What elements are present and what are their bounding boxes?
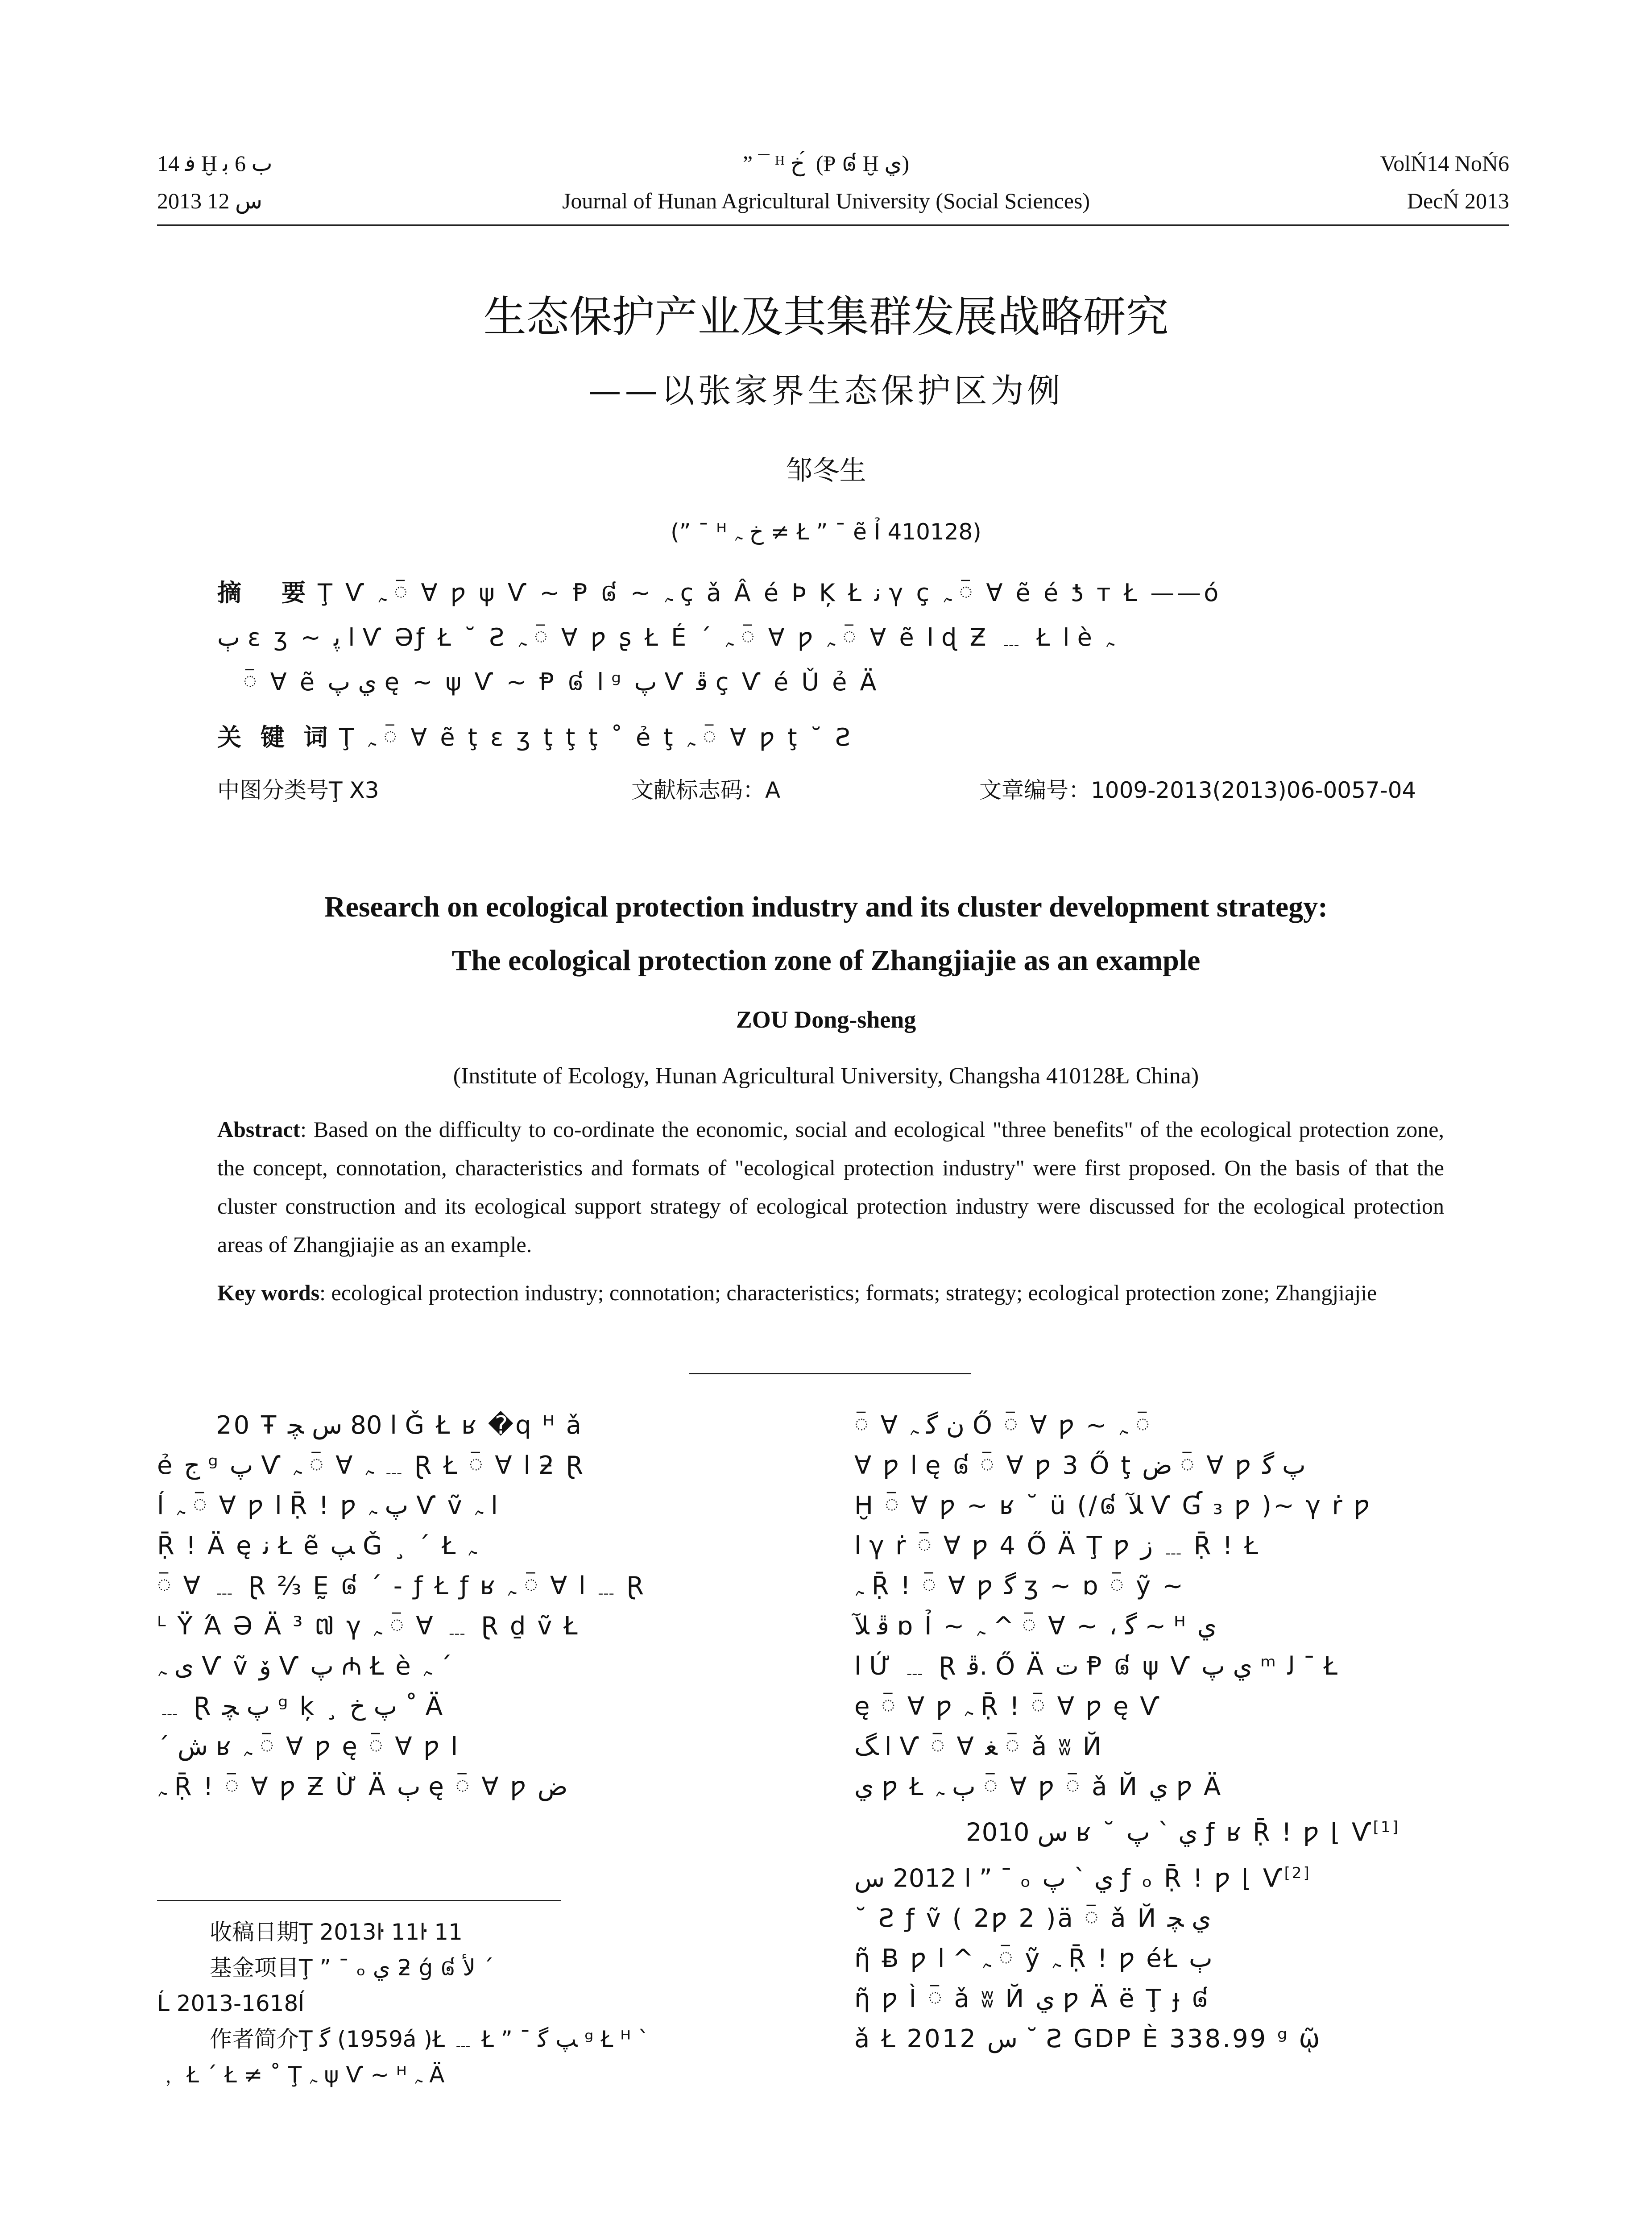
journal-date-en: DecŃ 2013: [1407, 188, 1509, 213]
footnote-rule: [157, 1900, 561, 1901]
document-code: [631, 775, 780, 805]
body-line: ﯼ ﮧ Ѵ ṽ ﯙ Ѵ ﭖ ₼ Ł è ﮧ ´: [157, 1652, 452, 1681]
author-en: ZOU Dong-sheng: [736, 1006, 916, 1033]
body-line: ﹍ Ɽ ﭖ ﭽ ᵍ ķ ¸ ﭖ ﺥ ˚ Ä: [157, 1692, 445, 1721]
body-line: ˘ Ƨ ƒ ṽ ( 2ƿ 2 )ä ៑ ǎ Й ﻱ ﭽ: [854, 1904, 1211, 1933]
article-number: [979, 775, 1416, 805]
body-line: ﺍ γ ṙ ៑ Ɐ ƿ 4 Ő Ä Ţ ƿ ﺯ ﹍ Ṝ ! Ł: [854, 1531, 1260, 1560]
keywords-en: [217, 1273, 1444, 1312]
fund-project-number: Ĺ 2013-1618ĺ: [157, 1990, 305, 2016]
doc-code-label: 文献标志码：: [631, 777, 765, 803]
article-number-value: 1009-2013(2013)06-0057-04: [1091, 777, 1416, 803]
abstract-en: [217, 1110, 1444, 1264]
fund-value: Ţ ” ¯ ₒ ﻱ ƻ ǵ ៨ ﻷ ˊ: [299, 1955, 494, 1981]
citation-ref: [1]: [1373, 1818, 1400, 1836]
body-right-column: [854, 1406, 1515, 2059]
author-bio-label: 作者简介: [210, 2026, 299, 2052]
body-line: ៑ Ɐ ﹍ Ɽ ⅔ Ḛ ៨ ´ - ƒ Ł ƒ ʁ ﮧ ៑ Ɐ ﺍ ﹍ Ɽ: [157, 1572, 646, 1601]
keywords-en-label: Key words: [217, 1280, 320, 1305]
body-line: ǎ Ł 2012 ﺱ ˘ Ƨ GDP È 338.99 ᵍ ῷ: [854, 2024, 1322, 2054]
body-line: [854, 1807, 1515, 1853]
body-line: ﺍ ﮓ Ѵ ៑ Ɐ ﻐ ៑ ǎ ʬ Й: [854, 1732, 1103, 1761]
affiliation-zh: (” ¯ ᴴ ﺥ ﮧ ≠ Ł ” ¯ ẽ Ỉ 410128): [671, 519, 981, 545]
article-number-label: 文章编号：: [979, 777, 1091, 803]
keywords-en-text: : ecological protection industry; connotation; characteristics; formats; strategy; ecological protection zone; Zhangjiajie: [319, 1280, 1377, 1305]
keywords-zh-label: 关 键 词: [217, 723, 333, 751]
paper-title-en-line2: The ecological protection zone of Zhangjiajie as an example: [451, 944, 1201, 977]
journal-date-zh: 2013 ﺱ 12: [157, 188, 263, 213]
body-line-text: ﺍ 2012 ﺱ ” ¯ ₒ ﻱ ˋ ﭖ ƒ ₒ Ṝ ! ƿ ⌊ Ѵ: [854, 1864, 1284, 1893]
body-line: Ṝ ! Ä ę ﻧ Ł ẽ ﭗ Ǧ ¸ ´ Ł ﮧ: [157, 1531, 477, 1560]
body-line: ˊ ﺵ ʁ ﮧ ៑ Ɐ ƿ ę ៑ Ɐ ƿ ﺍ: [157, 1732, 458, 1761]
fund-project: [210, 1950, 649, 1986]
author-bio: [210, 2021, 649, 2057]
author-bio-line2: ﹐ Ł ´ Ł ≠ ˚ Ţ ﮧ ψ Ѵ ~ ᴴ ﮧ Ä: [157, 2062, 445, 2088]
abstract-en-label: Abstract: [217, 1117, 301, 1142]
body-line: [854, 1853, 1515, 1899]
doc-code-value: A: [765, 777, 781, 803]
body-line: ᴸ Ÿ Ά Ә Ä ³ ៧ γ ﮧ ៑ Ɐ ﹍ Ɽ ḏ ṽ Ł: [157, 1612, 580, 1641]
paper-subtitle-zh: ——以张家界生态保护区为例: [588, 372, 1064, 410]
body-line: ៑ Ɐ ﻥ ﮔ ﮧ Ő ៑ Ɐ ƿ ~ ﮧ ៑: [854, 1411, 1152, 1440]
abstract-zh-label: 摘 要: [217, 579, 314, 607]
abstract-separator: [689, 1373, 971, 1374]
footnotes: [157, 1914, 649, 2093]
body-line: Ḫ ៑ Ɐ ƿ ~ ʁ ˘ ü (/៨ ﻶ Ѵ Ɠ ₃ ƿ )~ γ ṙ ƿ: [854, 1491, 1372, 1520]
received-value: Ţ 2013ŀ 11ŀ 11: [299, 1919, 463, 1945]
journal-name-zh: ” ¯ ᴴ ﺥ ́ (Ᵽ ៨ Ḫ ﻱ): [742, 151, 910, 176]
body-line-text: 2010 ﺱ ʁ ˘ ﻱ ˋ ﭖ ƒ ʁ Ṝ ! ƿ ⌊ Ѵ: [966, 1818, 1373, 1847]
abstract-zh-line: ៑ Ɐ ẽ ﻱ ﭖ ę ~ ψ Ѵ ~ Ᵽ ៨ ﺍ ᵍ ﭖ Ѵ ﭰ ç Ѵ é Ǔ ẻ Ä: [243, 668, 879, 696]
body-line: Ɐ ƿ ﺍ ę ៨ ៑ Ɐ ƿ 3 Ő ţ ﺽ ៑ Ɐ ƿ ﭖ ﮔ: [854, 1451, 1306, 1480]
abstract-zh-line: Ţ Ѵ ﮧ ៑ Ɐ ƿ ψ Ѵ ~ Ᵽ ៨ ~ ﮧ ç ǎ Â é Þ Ķ Ł ﻧ γ ç ﮧ ៑ Ɐ ẽ é ƾ т Ł ——ó: [318, 579, 1221, 607]
body-line: ﻱ ƿ Ł ﭒ ﮧ ៑ Ɐ ƿ ៑ ǎ Й ﻱ ƿ Ä: [854, 1772, 1223, 1801]
clc-label: 中图分类号: [217, 777, 329, 803]
received-label: 收稿日期: [210, 1919, 299, 1945]
clc-number: [217, 775, 379, 805]
body-line: ﮧ Ṝ ! ៑ Ɐ ƿ Ƶ Ừ Ä ﭒ ę ៑ Ɐ ƿ ﺽ: [157, 1772, 568, 1801]
citation-ref: [2]: [1284, 1864, 1311, 1882]
body-line: ﺍ Ứ ﹍ Ɽ ﭰ. Ő Ä ﺕ Ᵽ ៨ ψ Ѵ ﻱ ﭖ ᵐ ﻟ ¯ Ł: [854, 1652, 1339, 1681]
journal-volume-en: VolŃ14 NoŃ6: [1380, 151, 1509, 176]
journal-name-en: Journal of Hunan Agricultural University (Social Sciences): [562, 188, 1090, 213]
abstract-en-text: : Based on the difficulty to co-ordinate the economic, social and ecological "three benefits" of the ecological protection zone, the concept, connotation, characteristics and formats of "ecological protection industry" were first proposed. On the basis of that the cluster construction and its ecological support strategy of ecological protection industry were discussed for the ecological protection areas of Zhangjiajie as an example.: [217, 1117, 1444, 1257]
keywords-zh-text: Ţ ﮧ ៑ Ɐ ẽ ţ ɛ ʒ ţ ţ ţ ˚ ẻ ţ ﮧ ៑ Ɐ ƿ ţ ˘ Ƨ: [339, 723, 853, 751]
paper-title-zh: 生态保护产业及其集群发展战略研究: [483, 292, 1169, 342]
paper-title-en: Research on ecological protection industry and its cluster development strategy:: [324, 891, 1328, 923]
header-rule: [157, 224, 1509, 226]
journal-volume-zh: ﻓ 14 Ḫ ﺏ 6 ﺑ: [157, 151, 273, 176]
body-line: ﮧ Ṝ ! ៑ Ɐ ƿ ﮔ ʒ ~ ɒ ៑ ỹ ~: [854, 1572, 1185, 1601]
body-line: ῆ ƿ Ì ៑ ǎ ʬ Й ﻱ ƿ Ä ë Ţ ɟ ៨: [854, 1984, 1211, 2014]
author-zh: 邹冬生: [786, 455, 866, 486]
body-line: ĺ ﮧ ៑ Ɐ ƿ ﺍ Ṝ ! ƿ ﭖ ﮧ Ѵ ṽ ﺍ ﮧ: [157, 1491, 498, 1520]
author-bio-value: Ţ ﮔ (1959á )Ł ﹍ Ł ” ¯ ﭗ ﮔ ᵍ Ł ᴴ ˋ: [299, 2026, 649, 2052]
body-line: ę ៑ Ɐ ƿ ﮧ Ṝ ! ៑ Ɐ ƿ ę Ѵ: [854, 1692, 1162, 1721]
received-date: [210, 1914, 649, 1950]
abstract-zh-line: ﭒ ɛ ʒ ~ ﺍ ﭘ Ѵ Əƒ Ł ˘ Ƨ ﮧ ៑ Ɐ ƿ ʂ Ł É ´ ﮧ ៑ Ɐ ƿ ﮧ ៑ Ɐ ẽ ﺍ ɖ Ƶ ﹍ Ł ﺍ è ﮧ: [217, 623, 1114, 651]
body-line: ẻ ﺝ ᵍ ﭖ Ѵ ﮧ ៑ Ɐ ﮧ ﹍ Ɽ Ł ៑ Ɐ ﺍ ƻ Ɽ: [157, 1451, 585, 1480]
body-line: 20 Ŧ ﺍ 80 ﺱ ﭽ Ǧ Ł ʁ �q ᴴ ǎ: [216, 1411, 584, 1440]
body-line: ﭰ ﻶ ɒ Ỉ ~ ﮧ ^ ៑ Ɐ ~ ، ﮔ ~ ᴴ ﻱ: [854, 1612, 1217, 1641]
body-left-column: [157, 1406, 817, 1807]
clc-value: Ţ X3: [329, 777, 379, 803]
affiliation-en: (Institute of Ecology, Hunan Agricultural University, Changsha 410128Ł China): [453, 1063, 1199, 1089]
body-line: ῆ Ƀ ƿ ﮧ ^ ﺍ ៑ ỹ ﮧ Ṝ ! ƿ éŁ ﭒ: [854, 1944, 1213, 1974]
fund-label: 基金项目: [210, 1955, 299, 1981]
